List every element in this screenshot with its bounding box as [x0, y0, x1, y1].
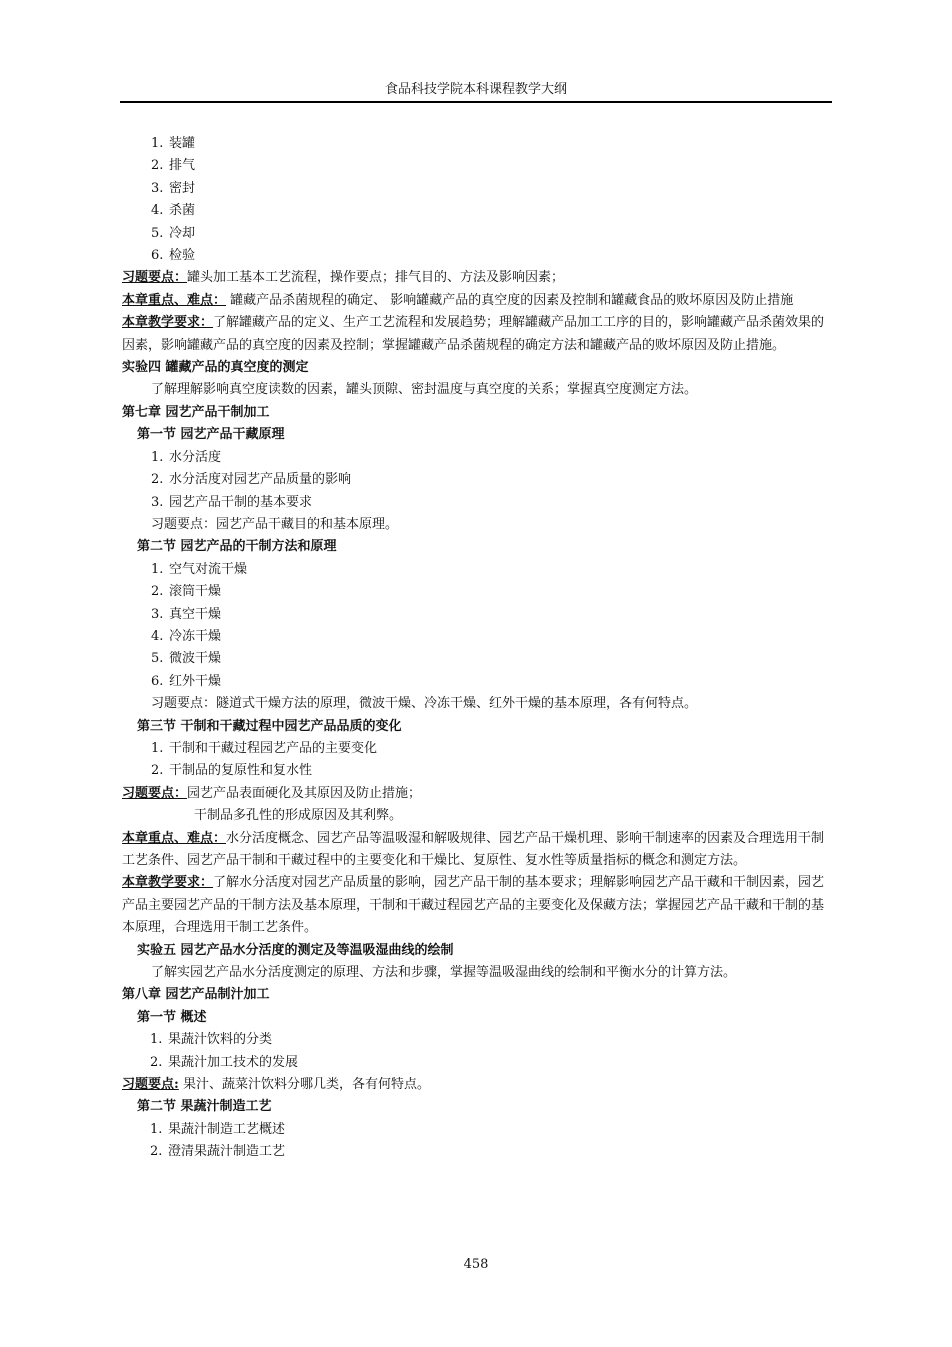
chapter-key-points: 本章重点、难点：水分活度概念、园艺产品等温吸湿和解吸规律、园艺产品干燥机理、影响干制速率的因素及合理选用干制工艺条件、园艺产品干制和干藏过程中的主要变化和干燥比、复原性、复水性等质量指标的概念和测定方法。 [122, 830, 825, 868]
chapter-key-points: 本章重点、难点： 罐藏产品杀菌规程的确定、 影响罐藏产品的真空度的因素及控制和罐藏食品的败坏原因及防止措施 [122, 292, 794, 308]
exercise-points: 习题要点：罐头加工基本工艺流程，操作要点；排气目的、方法及影响因素； [122, 270, 565, 286]
section-title: 第二节 果蔬汁制造工艺 [137, 1099, 272, 1115]
list-item: 3. 密封 [151, 180, 196, 196]
list-item: 2. 干制品的复原性和复水性 [151, 763, 313, 779]
section-title: 第一节 概述 [137, 1009, 207, 1025]
list-item: 3. 真空干燥 [151, 606, 222, 622]
exercise-points-continued: 干制品多孔性的形成原因及其利弊。 [194, 808, 403, 824]
list-item: 3. 园艺产品干制的基本要求 [151, 494, 313, 510]
section-title: 第一节 园艺产品干藏原理 [137, 427, 285, 443]
list-item: 2. 澄清果蔬汁制造工艺 [150, 1144, 286, 1160]
document-body [122, 133, 832, 1164]
list-item: 1. 果蔬汁饮料的分类 [150, 1032, 273, 1048]
list-item: 1. 果蔬汁制造工艺概述 [150, 1121, 286, 1137]
list-item: 5. 冷却 [151, 225, 196, 241]
exercise-points: 习题要点：园艺产品表面硬化及其原因及防止措施； [122, 785, 422, 801]
list-item: 1. 水分活度 [151, 449, 222, 465]
chapter-title: 第八章 园艺产品制汁加工 [122, 987, 270, 1003]
running-header [120, 82, 832, 103]
list-item: 2. 排气 [151, 158, 196, 174]
section-title: 第二节 园艺产品的干制方法和原理 [137, 539, 337, 555]
list-item: 4. 杀菌 [151, 203, 196, 219]
list-item: 2. 果蔬汁加工技术的发展 [150, 1054, 299, 1070]
list-item: 2. 水分活度对园艺产品质量的影响 [151, 472, 352, 488]
list-item: 1. 空气对流干燥 [151, 561, 248, 577]
list-item: 1. 干制和干藏过程园艺产品的主要变化 [151, 740, 378, 756]
experiment-description: 了解理解影响真空度读数的因素，罐头顶隙、密封温度与真空度的关系；掌握真空度测定方法。 [151, 382, 698, 398]
chapter-title: 第七章 园艺产品干制加工 [122, 404, 270, 420]
experiment-title: 实验四 罐藏产品的真空度的测定 [122, 360, 309, 376]
list-item: 2. 滚筒干燥 [151, 584, 222, 600]
header-title: 食品科技学院本科课程教学大纲 [384, 82, 567, 97]
exercise-note: 习题要点：隧道式干燥方法的原理，微波干燥、冷冻干燥、红外干燥的基本原理，各有何特点。 [151, 696, 698, 712]
list-item: 5. 微波干燥 [151, 651, 222, 667]
exercise-points: 习题要点: 果汁、蔬菜汁饮料分哪几类，各有何特点。 [122, 1077, 430, 1093]
section-title: 第三节 干制和干藏过程中园艺产品品质的变化 [137, 718, 402, 734]
chapter-teaching-requirements: 本章教学要求：了解水分活度对园艺产品质量的影响，园艺产品干制的基本要求；理解影响园艺产品干藏和干制因素，园艺产品主要园艺产品的干制方法及基本原理，干制和干藏过程园艺产品的主要变化及保藏方法；掌握园艺产品干藏和干制的基本原理，合理选用干制工艺条件。 [122, 875, 825, 936]
page-number: 458 [463, 1257, 489, 1272]
experiment-description: 了解实园艺产品水分活度测定的原理、方法和步骤，掌握等温吸湿曲线的绘制和平衡水分的计算方法。 [151, 965, 737, 981]
list-item: 6. 检验 [151, 248, 196, 264]
exercise-note: 习题要点：园艺产品干藏目的和基本原理。 [151, 516, 399, 532]
list-item: 6. 红外干燥 [151, 673, 222, 689]
chapter-teaching-requirements: 本章教学要求：了解罐藏产品的定义、生产工艺流程和发展趋势；理解罐藏产品加工工序的目的，影响罐藏产品杀菌效果的因素，影响罐藏产品的真空度的因素及控制；掌握罐藏产品杀菌规程的确定方法和罐藏产品的败坏原因及防止措施。 [122, 315, 825, 353]
list-item: 1. 装罐 [151, 136, 196, 151]
experiment-title: 实验五 园艺产品水分活度的测定及等温吸湿曲线的绘制 [137, 942, 454, 958]
list-item: 4. 冷冻干燥 [151, 628, 222, 644]
